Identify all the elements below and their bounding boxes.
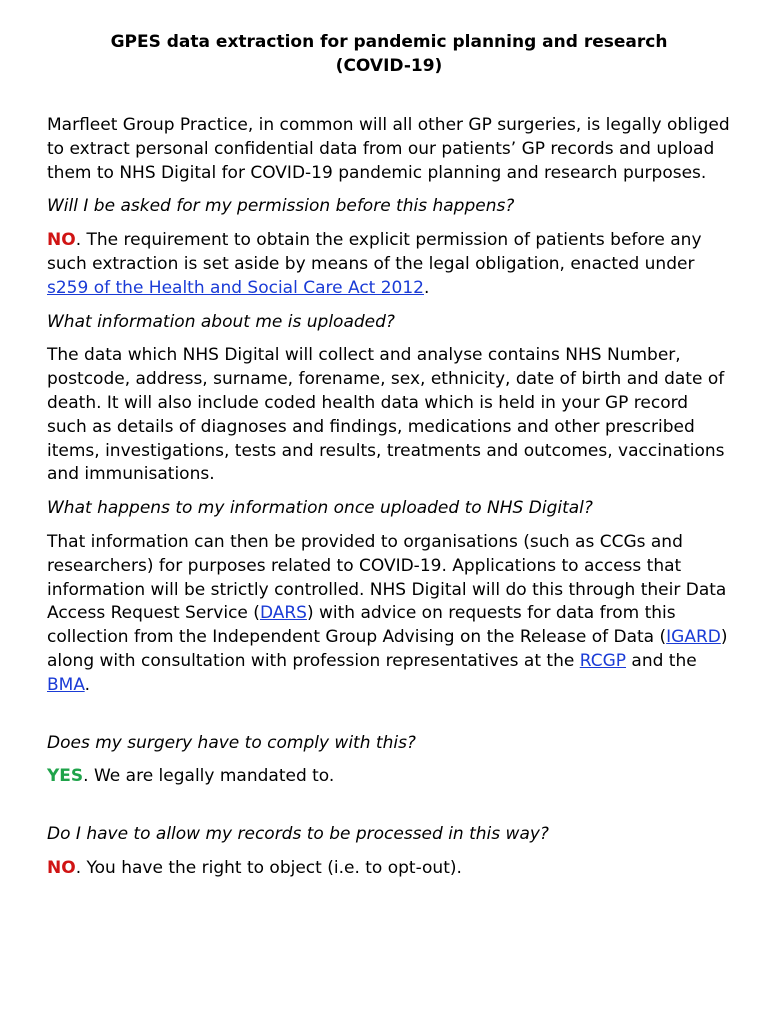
answer-after-upload-part4: and the	[626, 650, 697, 671]
answer-after-upload-part3: ) along with consultation with profession representatives at the	[47, 627, 728, 671]
health-social-care-act-link[interactable]: s259 of the Health and Social Care Act 2012	[47, 277, 424, 298]
document-page	[47, 30, 731, 881]
question-information: What information about me is uploaded?	[47, 311, 395, 332]
yes-answer-label: YES	[47, 766, 84, 787]
rcgp-link[interactable]: RCGP	[579, 650, 626, 671]
answer-after-upload-part2: ) with advice on requests for data from this collection from the Independent Group Advising on the Release of Data (	[47, 603, 676, 648]
answer-after-upload-part5: .	[84, 674, 91, 695]
answer-information: The data which NHS Digital will collect and analyse contains NHS Number, postcode, address, surname, forename, sex, ethnicity, date of birth and date of death. It will also include coded health data which is held in your GP record such as details of diagnoses and findings, medications and other prescribed items, investigations, tests and results, treatments and outcomes, vaccinations and immunisations.	[47, 345, 725, 485]
question-allow: Do I have to allow my records to be processed in this way?	[47, 824, 549, 845]
title-line-1: GPES data extraction for pandemic planning and research	[110, 32, 668, 52]
intro-paragraph: Marfleet Group Practice, in common will all other GP surgeries, is legally obliged to extract personal confidential data from our patients’ GP records and upload them to NHS Digital for COVID-19 pandemic planning and research purposes.	[47, 115, 730, 183]
answer-after-upload	[47, 531, 731, 698]
page-title	[47, 30, 731, 78]
answer-allow	[47, 857, 731, 881]
answer-comply-text: . We are legally mandated to.	[83, 766, 335, 787]
igard-link[interactable]: IGARD	[666, 627, 721, 648]
question-comply: Does my surgery have to comply with this?	[47, 732, 416, 753]
no-answer-label-2: NO	[47, 857, 76, 878]
answer-permission-text: . The requirement to obtain the explicit permission of patients before any such extraction is set aside by means of the legal obligation, enacted under	[47, 230, 702, 274]
question-after-upload: What happens to my information once uploaded to NHS Digital?	[47, 498, 593, 519]
dars-link[interactable]: DARS	[259, 603, 307, 624]
answer-comply	[47, 765, 731, 789]
answer-allow-text: . You have the right to object (i.e. to opt-out).	[75, 857, 462, 878]
title-line-2: (COVID-19)	[335, 56, 443, 76]
answer-after-upload-part1: That information can then be provided to organisations (such as CCGs and researchers) for purposes related to COVID-19. Applications to access that information will be strictly controlled. NHS Digital will do this through their Data Access Request Service (	[47, 531, 727, 624]
answer-permission	[47, 229, 731, 300]
answer-permission-end: .	[424, 277, 430, 298]
bma-link[interactable]: BMA	[47, 674, 85, 695]
no-answer-label: NO	[47, 230, 76, 251]
question-permission: Will I be asked for my permission before this happens?	[47, 196, 515, 217]
